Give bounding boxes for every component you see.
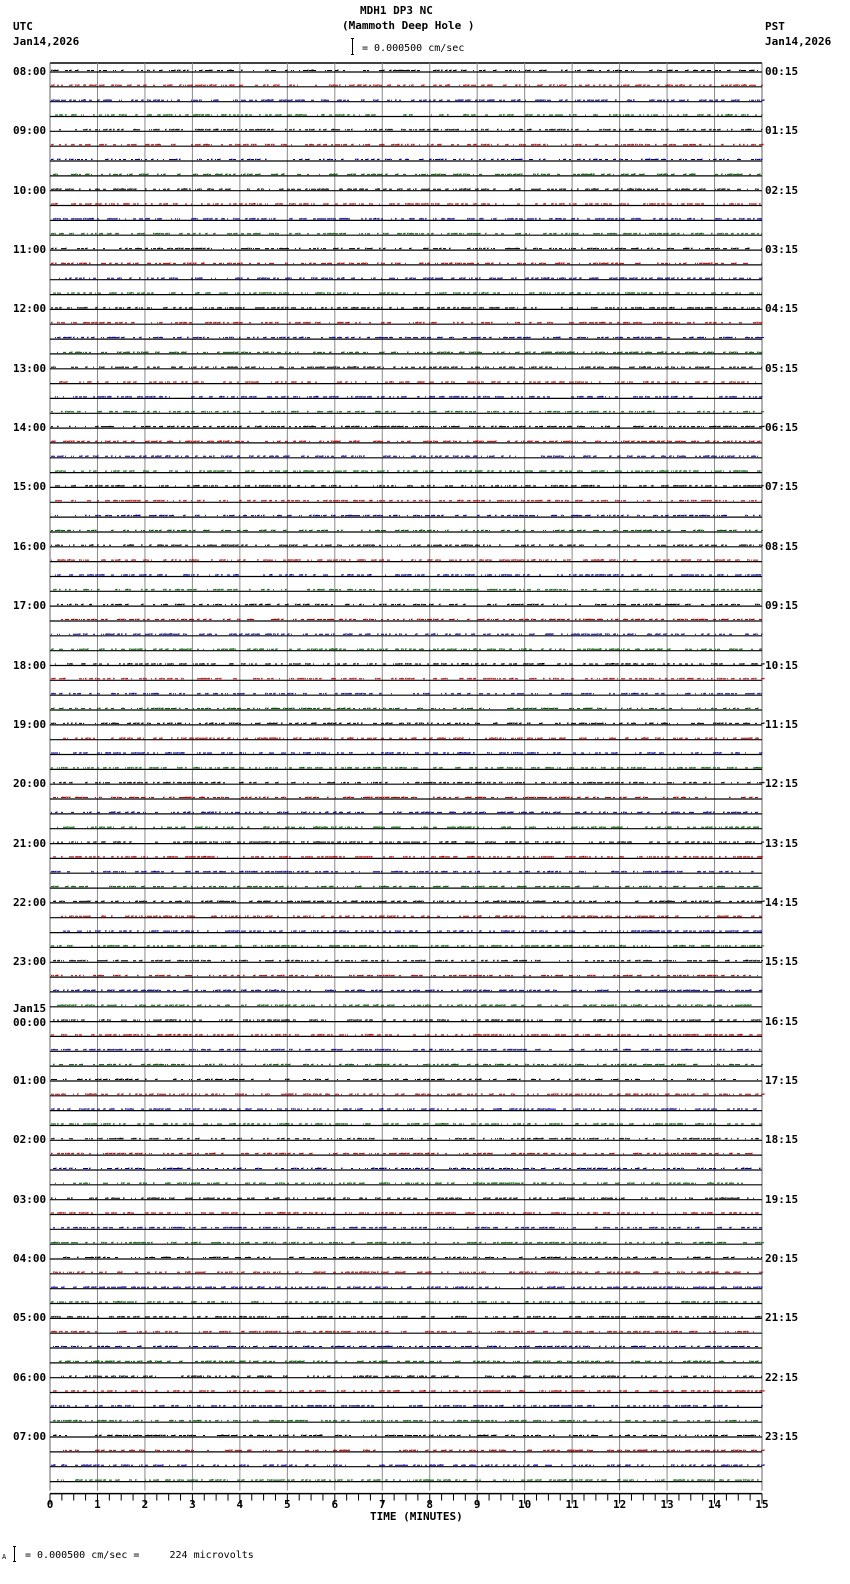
pst-hour-label: 01:15 — [765, 124, 799, 138]
pst-hour-label: 08:15 — [765, 539, 799, 553]
footer-scale-text: = 0.000500 cm/sec = 224 microvolts — [25, 1550, 254, 1561]
pst-hour-label: 20:15 — [765, 1252, 799, 1265]
pst-hour-label: 21:15 — [765, 1311, 799, 1325]
utc-hour-label: 11:00 — [13, 243, 47, 257]
x-tick-label: 9 — [473, 1498, 481, 1511]
utc-hour-label: 05:00 — [13, 1311, 47, 1325]
utc-hour-label: 22:00 — [13, 895, 47, 909]
x-axis-label: TIME (MINUTES) — [370, 1510, 463, 1523]
pst-hour-label: 00:15 — [765, 65, 799, 78]
station-name: (Mammoth Deep Hole ) — [342, 19, 475, 32]
pst-hour-label: 23:15 — [765, 1430, 799, 1444]
utc-hour-label: 15:00 — [13, 480, 47, 494]
x-tick-label: 13 — [660, 1498, 674, 1511]
pst-hour-label: 14:15 — [765, 895, 799, 909]
station-title: MDH1 DP3 NC — [360, 4, 433, 17]
pst-hour-label: 13:15 — [765, 836, 799, 850]
pst-hour-label: 18:15 — [765, 1133, 799, 1147]
x-tick-label: 4 — [236, 1498, 244, 1511]
pst-hour-label: 03:15 — [765, 243, 799, 257]
pst-hour-label: 07:15 — [765, 480, 799, 494]
utc-hour-label: 04:00 — [13, 1252, 47, 1265]
footer-scale-bar-icon — [13, 1546, 16, 1562]
x-tick-label: 15 — [755, 1498, 769, 1511]
utc-hour-label: 21:00 — [13, 836, 47, 850]
utc-hour-label: 13:00 — [13, 361, 47, 375]
footer-prefix: A — [2, 1553, 7, 1561]
x-tick-label: 0 — [46, 1498, 54, 1511]
utc-hour-label: 20:00 — [13, 777, 47, 791]
utc-hour-label: 06:00 — [13, 1370, 47, 1384]
utc-hour-label: 08:00 — [13, 65, 47, 78]
utc-hour-label: 18:00 — [13, 658, 47, 672]
pst-hour-label: 19:15 — [765, 1192, 799, 1206]
utc-hour-label: 03:00 — [13, 1192, 47, 1206]
pst-hour-label: 04:15 — [765, 302, 799, 316]
pst-hour-label: 10:15 — [765, 658, 799, 672]
left-date: Jan14,2026 — [13, 35, 80, 48]
x-tick-label: 10 — [518, 1498, 532, 1511]
utc-hour-label: 17:00 — [13, 599, 47, 613]
utc-hour-label: 00:00 — [13, 1015, 47, 1029]
right-date: Jan14,2026 — [765, 35, 832, 48]
utc-hour-label: 14:00 — [13, 421, 47, 435]
utc-hour-label: 01:00 — [13, 1073, 47, 1087]
pst-hour-label: 17:15 — [765, 1073, 799, 1087]
x-tick-label: 6 — [331, 1498, 339, 1511]
pst-hour-label: 05:15 — [765, 361, 799, 375]
pst-hour-label: 09:15 — [765, 599, 799, 613]
utc-hour-label: 09:00 — [13, 124, 47, 138]
x-tick-label: 8 — [426, 1498, 434, 1511]
x-tick-label: 3 — [189, 1498, 196, 1511]
left-timezone: UTC — [13, 20, 33, 33]
pst-hour-label: 22:15 — [765, 1370, 799, 1384]
utc-hour-label: 07:00 — [13, 1430, 47, 1444]
utc-hour-label: 16:00 — [13, 539, 47, 553]
x-tick-label: 1 — [94, 1498, 101, 1511]
x-tick-label: 5 — [284, 1498, 291, 1511]
utc-hour-label: 10:00 — [13, 183, 47, 197]
right-timezone: PST — [765, 20, 785, 33]
pst-hour-label: 16:15 — [765, 1014, 799, 1028]
date-change-label: Jan15 — [13, 1002, 47, 1015]
x-tick-label: 2 — [141, 1498, 149, 1511]
x-tick-label: 7 — [378, 1498, 386, 1511]
utc-hour-label: 19:00 — [13, 717, 47, 731]
pst-hour-label: 11:15 — [765, 717, 799, 731]
x-tick-label: 11 — [565, 1498, 579, 1511]
pst-hour-label: 06:15 — [765, 421, 799, 435]
x-tick-label: 12 — [612, 1498, 627, 1511]
scale-text: = 0.000500 cm/sec — [362, 43, 465, 54]
pst-hour-label: 02:15 — [765, 183, 799, 197]
utc-hour-label: 23:00 — [13, 955, 47, 969]
utc-hour-label: 02:00 — [13, 1133, 47, 1147]
utc-hour-label: 12:00 — [13, 302, 47, 316]
x-tick-label: 14 — [707, 1498, 722, 1511]
pst-hour-label: 12:15 — [765, 777, 799, 791]
pst-hour-label: 15:15 — [765, 955, 799, 969]
